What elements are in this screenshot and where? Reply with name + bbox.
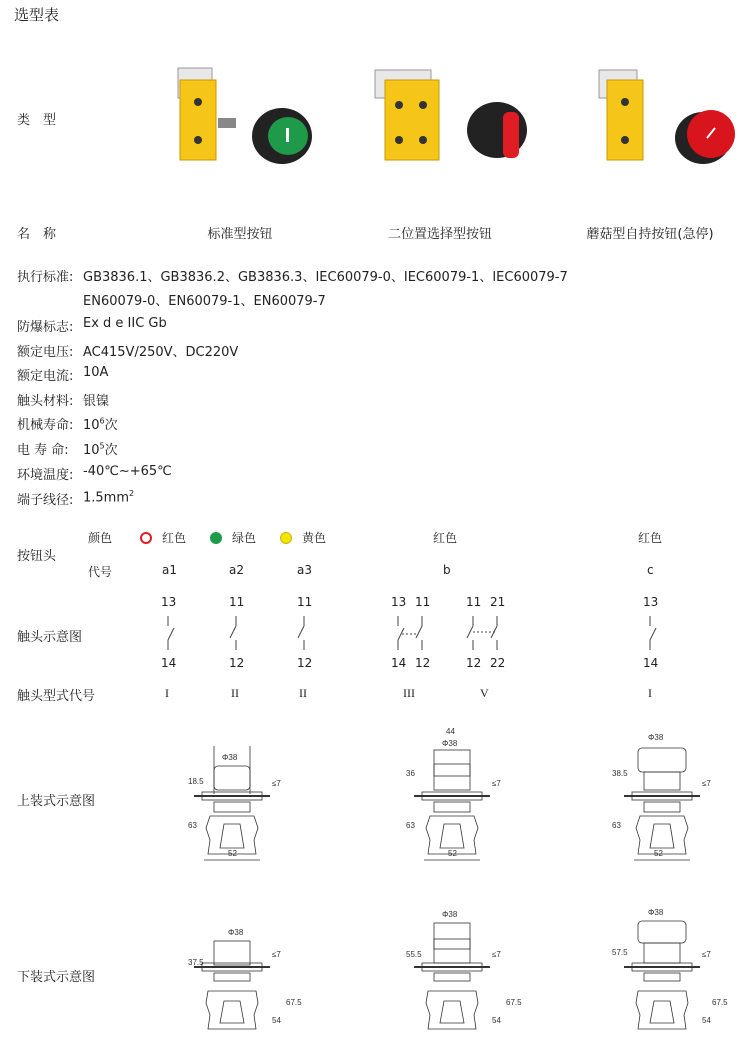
selector-knob (503, 112, 519, 158)
contact-bottom: 14 (643, 656, 659, 670)
contact-top: 11 (297, 595, 313, 609)
contact-diagram-label: 触头示意图 (17, 630, 83, 645)
spec-value: 10A (83, 365, 109, 380)
contact-bottom: 12 (415, 656, 431, 670)
contact-top: 21 (490, 595, 506, 609)
contact-type-code: II (299, 686, 307, 700)
contact-top: 13 (161, 595, 177, 609)
color-label: 颜色 (88, 531, 113, 545)
contact-type-code: II (231, 686, 239, 700)
dim: 18.5 (188, 777, 204, 786)
spec-label: 额定电流: (17, 369, 74, 384)
button-head-label: 按钮头 (17, 549, 57, 564)
spec-value: $1.5mm^2$ (83, 489, 135, 506)
spec-label: 电 寿 命: (17, 443, 69, 458)
code-a3: a3 (297, 563, 312, 577)
product-name-1: 标准型按钮 (207, 227, 273, 242)
top-mount-drawings (180, 724, 720, 869)
product-name-3: 蘑菇型自持按钮(急停) (586, 227, 714, 242)
code-c: c (647, 563, 654, 577)
contact-type-code: I (165, 686, 169, 700)
product-name-2: 二位置选择型按钮 (387, 227, 492, 242)
contact-symbols (0, 610, 750, 656)
contact-bottom: 14 (391, 656, 407, 670)
bottom-mount-drawings (180, 905, 728, 1045)
contact-bottom: 14 (161, 656, 177, 670)
green-dot-icon (210, 532, 222, 544)
contact-bottom: 22 (490, 656, 506, 670)
dim: 67.5 (286, 998, 302, 1007)
spec-value: Ex d e IIC Gb (83, 316, 167, 331)
contact-top: 11 (229, 595, 245, 609)
dim: 55.5 (406, 950, 422, 959)
mushroom-button-photo (599, 70, 735, 164)
dim: 63 (188, 821, 197, 830)
contact-type-code: III (403, 686, 415, 700)
dim: 52 (228, 849, 237, 858)
spec-label: 执行标准: (17, 270, 74, 285)
color-red: 红色 (140, 529, 186, 546)
spec-value: $10^5$次 (83, 441, 118, 458)
dim: 52 (654, 849, 663, 858)
dim: 57.5 (612, 948, 628, 957)
contact-type-code: V (480, 686, 489, 700)
dim: ≤7 (702, 950, 711, 959)
dim: 54 (702, 1016, 711, 1025)
bottom-mount-label: 下装式示意图 (17, 970, 96, 985)
contact-type-label: 触头型式代号 (17, 689, 96, 704)
dim: ≤7 (492, 779, 501, 788)
color-green: 绿色 (210, 529, 256, 546)
red-dot-icon (140, 532, 152, 544)
spec-value: AC415V/250V、DC220V (83, 345, 239, 360)
dim: 54 (272, 1016, 281, 1025)
spec-value: $10^6$次 (83, 416, 118, 433)
spec-value-cont: EN60079-0、EN60079-1、EN60079-7 (83, 294, 326, 309)
standard-button-photo (178, 68, 312, 164)
dim: 54 (492, 1016, 501, 1025)
spec-label: 机械寿命: (17, 418, 74, 433)
code-a1: a1 (162, 563, 177, 577)
contact-bottom: 12 (297, 656, 313, 670)
selector-button-photo (375, 70, 527, 160)
contact-bottom: 12 (229, 656, 245, 670)
name-row-label: 名 称 (17, 227, 57, 242)
dim: 63 (406, 821, 415, 830)
dim: ≤7 (272, 950, 281, 959)
dim: 67.5 (506, 998, 522, 1007)
color-yellow: 黄色 (280, 529, 326, 546)
contact-top: 13 (391, 595, 407, 609)
contact-top: 11 (415, 595, 431, 609)
dim: 36 (406, 769, 415, 778)
product-photos (160, 60, 740, 170)
contact-top: 13 (643, 595, 659, 609)
dim: ≤7 (272, 779, 281, 788)
contact-top: 11 (466, 595, 482, 609)
dim: 44 (446, 727, 455, 736)
color-b: 红色 (433, 531, 458, 545)
dim: Φ38 (442, 739, 458, 748)
dim: Φ38 (648, 908, 664, 917)
spec-value: -40℃~+65℃ (83, 464, 172, 479)
yellow-dot-icon (280, 532, 292, 544)
dim: Φ38 (222, 753, 238, 762)
dim: 63 (612, 821, 621, 830)
spec-label: 防爆标志: (17, 320, 74, 335)
spec-label: 额定电压: (17, 345, 74, 360)
spec-label: 环境温度: (17, 468, 74, 483)
code-label: 代号 (88, 565, 113, 579)
spec-label: 触头材料: (17, 394, 74, 409)
color-c: 红色 (638, 531, 663, 545)
dim: 52 (448, 849, 457, 858)
dim: ≤7 (492, 950, 501, 959)
type-row-label: 类 型 (17, 113, 57, 128)
contact-bottom: 12 (466, 656, 482, 670)
top-mount-label: 上装式示意图 (17, 794, 96, 809)
dim: Φ38 (228, 928, 244, 937)
dim: ≤7 (702, 779, 711, 788)
dim: Φ38 (648, 733, 664, 742)
contact-type-code: I (648, 686, 652, 700)
dim: 38.5 (612, 769, 628, 778)
dim: 37.5 (188, 958, 204, 967)
page-title: 选型表 (14, 6, 60, 24)
spec-value: 银镍 (83, 394, 110, 409)
code-b: b (443, 563, 451, 577)
spec-label: 端子线径: (17, 493, 74, 508)
spec-value: GB3836.1、GB3836.2、GB3836.3、IEC60079-0、IEC60079-1、IEC60079-7 (83, 270, 568, 285)
dim: 67.5 (712, 998, 728, 1007)
code-a2: a2 (229, 563, 244, 577)
dim: Φ38 (442, 910, 458, 919)
